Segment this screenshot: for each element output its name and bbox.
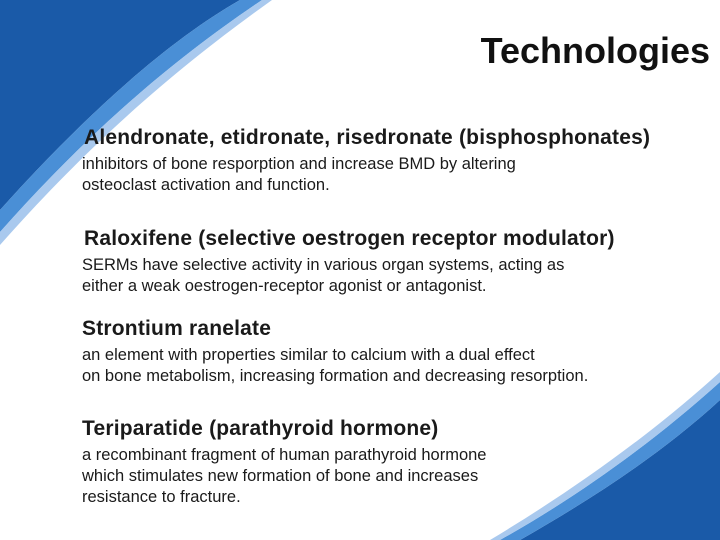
description-line: resistance to fracture. bbox=[82, 488, 241, 506]
description-line: a recombinant fragment of human parathyroid hormone bbox=[82, 446, 487, 464]
description-line: osteoclast activation and function. bbox=[82, 176, 330, 194]
description-line: SERMs have selective activity in various organ systems, acting as bbox=[82, 256, 565, 274]
technology-description bbox=[82, 154, 718, 196]
description-line: which stimulates new formation of bone and increases bbox=[82, 467, 479, 485]
technology-item-strontium bbox=[82, 317, 718, 387]
description-line: either a weak oestrogen-receptor agonist or antagonist. bbox=[82, 277, 487, 295]
technology-heading: Teriparatide (parathyroid hormone) bbox=[82, 417, 439, 440]
technology-heading: Strontium ranelate bbox=[82, 317, 272, 340]
technology-heading: Alendronate, etidronate, risedronate (bisphosphonates) bbox=[84, 126, 651, 149]
slide-title: Technologies bbox=[480, 30, 710, 71]
technology-item-raloxifene bbox=[82, 227, 718, 297]
description-line: on bone metabolism, increasing formation and decreasing resorption. bbox=[82, 367, 589, 385]
technology-item-teriparatide bbox=[82, 417, 718, 508]
technology-description bbox=[82, 345, 718, 387]
technology-heading: Raloxifene (selective oestrogen receptor modulator) bbox=[84, 227, 615, 250]
technology-item-bisphosphonates bbox=[82, 126, 718, 196]
description-line: an element with properties similar to calcium with a dual effect bbox=[82, 346, 535, 364]
technology-description bbox=[82, 255, 718, 297]
description-line: inhibitors of bone resporption and increase BMD by altering bbox=[82, 155, 516, 173]
technology-description bbox=[82, 445, 718, 508]
